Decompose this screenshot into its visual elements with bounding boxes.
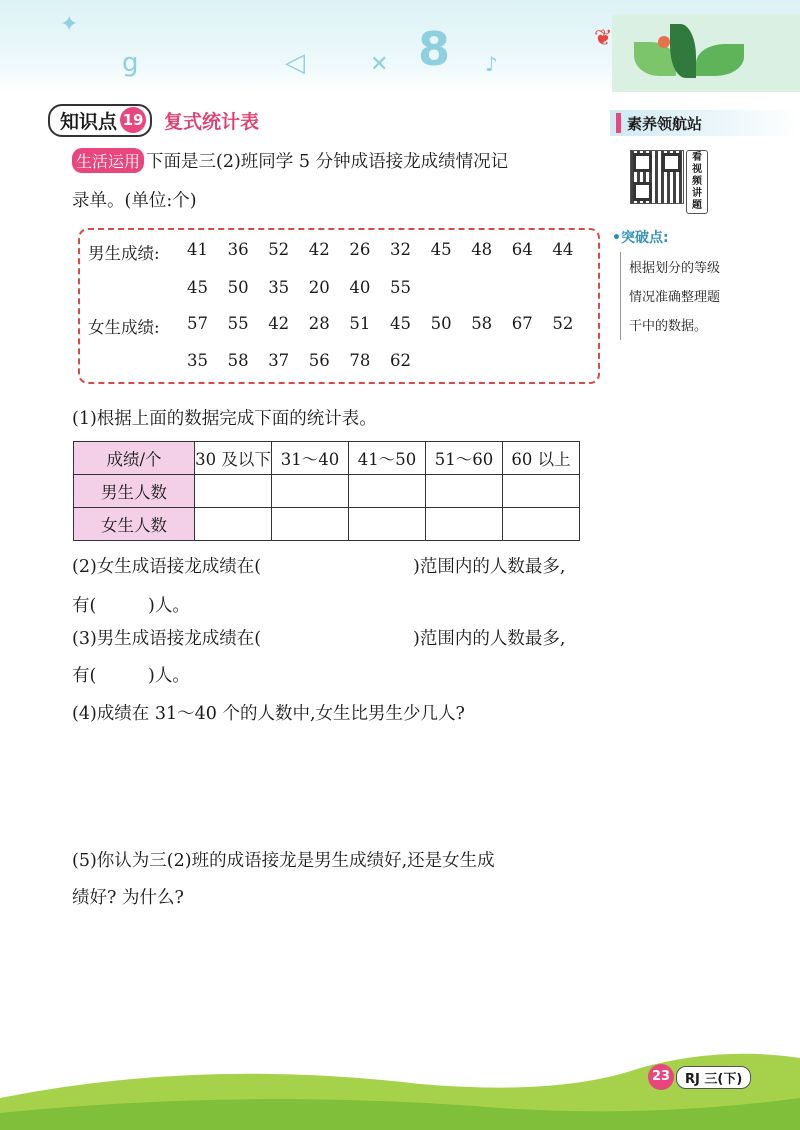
- tip-line: 干中的数据。: [629, 319, 708, 334]
- question-3-part-b: )范围内的人数最多,: [413, 629, 566, 649]
- score-value: 64: [511, 240, 533, 259]
- page-tag: [648, 1064, 751, 1090]
- score-value: 45: [187, 278, 208, 297]
- table-header-cell: 成绩/个: [74, 442, 195, 475]
- table-row: [74, 475, 580, 508]
- life-application-tag: 生活运用: [72, 148, 144, 173]
- score-value: 50: [430, 314, 452, 333]
- question-1: (1)根据上面的数据完成下面的统计表。: [72, 409, 377, 429]
- score-value: 20: [308, 278, 330, 297]
- question-2-part-d: )人。: [148, 596, 190, 616]
- butterfly-icon: ❦: [594, 26, 613, 51]
- score-value: 52: [268, 240, 290, 259]
- question-2-part-b: )范围内的人数最多,: [413, 557, 566, 577]
- triangle-decoration-icon: ◁: [285, 48, 305, 78]
- row-label-girls: 女生人数: [74, 508, 195, 541]
- grade-label: RJ 三(下): [676, 1066, 751, 1089]
- score-value: 55: [390, 278, 411, 297]
- question-3-part-d: )人。: [148, 666, 190, 686]
- qr-corner: [633, 153, 652, 172]
- answer-cell[interactable]: [349, 475, 426, 508]
- score-value: 78: [349, 351, 371, 370]
- answer-cell[interactable]: [426, 508, 503, 541]
- table-header-cell: 41～50: [349, 442, 426, 475]
- score-value: 41: [187, 240, 208, 259]
- score-value: 32: [390, 240, 411, 259]
- score-value: 45: [390, 314, 411, 333]
- score-value: 42: [308, 240, 330, 259]
- answer-cell[interactable]: [272, 508, 349, 541]
- score-value: 50: [227, 278, 249, 297]
- answer-cell[interactable]: [195, 475, 272, 508]
- score-value: 35: [187, 351, 208, 370]
- score-value: 44: [552, 240, 574, 259]
- question-3-part-c: 有(: [72, 666, 97, 686]
- page-number: 23: [648, 1064, 674, 1090]
- question-4: (4)成绩在 31～40 个的人数中,女生比男生少几人?: [72, 704, 465, 724]
- answer-cell[interactable]: [349, 508, 426, 541]
- question-5-line-2: 绩好? 为什么?: [72, 888, 184, 908]
- score-value: 55: [227, 314, 249, 333]
- table-header-cell: 51～60: [426, 442, 503, 475]
- section-header: [48, 105, 259, 135]
- question-5-line-1: (5)你认为三(2)班的成语接龙是男生成绩好,还是女生成: [72, 851, 495, 871]
- score-value: 35: [268, 278, 290, 297]
- table-row: [74, 508, 580, 541]
- digit-decoration-icon: 8: [418, 22, 451, 76]
- score-value: 67: [511, 314, 533, 333]
- intro-line-1: [72, 148, 508, 173]
- row-label-boys: 男生人数: [74, 475, 195, 508]
- answer-cell[interactable]: [503, 508, 580, 541]
- section-title: 复式统计表: [164, 110, 260, 133]
- tip-line: 情况准确整理题: [629, 290, 721, 305]
- boys-label: 男生成绩:: [88, 244, 160, 263]
- score-value: 52: [552, 314, 574, 333]
- flower-icon: [658, 36, 670, 48]
- note-decoration-icon: ♪: [485, 52, 498, 76]
- qr-corner: [662, 153, 681, 172]
- score-value: 37: [268, 351, 290, 370]
- bullet-icon: •: [612, 230, 621, 246]
- plus-decoration-icon: ✕: [370, 52, 389, 77]
- plant-illustration: [612, 14, 800, 92]
- intro-line-2: 录单。(单位:个): [72, 191, 197, 211]
- sidebar-header: [610, 110, 800, 136]
- score-value: 36: [227, 240, 249, 259]
- tip-line: 根据划分的等级: [629, 261, 721, 276]
- question-3-part-a: (3)男生成语接龙成绩在(: [72, 629, 262, 649]
- bookmark-icon: [616, 113, 621, 133]
- score-value: 45: [430, 240, 452, 259]
- score-value: 28: [308, 314, 330, 333]
- score-value: 48: [471, 240, 493, 259]
- tip-content: [620, 252, 764, 340]
- letter-decoration-icon: g: [122, 48, 139, 78]
- table-header-cell: 30 及以下: [195, 442, 272, 475]
- answer-cell[interactable]: [503, 475, 580, 508]
- qr-code-icon[interactable]: [630, 150, 684, 204]
- tip-label-text: 突破点:: [620, 230, 669, 246]
- qr-corner: [633, 182, 652, 201]
- star-decoration-icon: ✦: [60, 12, 79, 37]
- leaf-icon: [696, 44, 744, 76]
- answer-cell[interactable]: [426, 475, 503, 508]
- score-value: 57: [187, 314, 208, 333]
- qr-video-label[interactable]: 看视频讲题: [686, 150, 708, 214]
- answer-cell[interactable]: [272, 475, 349, 508]
- knowledge-point-badge: [48, 104, 152, 137]
- girls-label: 女生成绩:: [88, 318, 160, 337]
- sidebar-title: 素养领航站: [627, 114, 703, 133]
- score-value: 56: [308, 351, 330, 370]
- table-header-cell: 31～40: [272, 442, 349, 475]
- question-2-part-c: 有(: [72, 596, 97, 616]
- score-value: 51: [349, 314, 371, 333]
- score-value: 42: [268, 314, 290, 333]
- table-header-row: [74, 442, 580, 475]
- score-value: 40: [349, 278, 371, 297]
- score-value: 26: [349, 240, 371, 259]
- knowledge-point-prefix: 知识点: [60, 110, 118, 133]
- table-header-cell: 60 以上: [503, 442, 580, 475]
- intro-text-1: 下面是三(2)班同学 5 分钟成语接龙成绩情况记: [146, 152, 509, 172]
- score-value: 58: [227, 351, 249, 370]
- score-value: 62: [390, 351, 411, 370]
- question-2-part-a: (2)女生成语接龙成绩在(: [72, 557, 262, 577]
- answer-cell[interactable]: [195, 508, 272, 541]
- tip-label: [612, 227, 669, 247]
- knowledge-point-number: 19: [120, 107, 146, 133]
- score-value: 58: [471, 314, 493, 333]
- statistics-table: [73, 441, 580, 541]
